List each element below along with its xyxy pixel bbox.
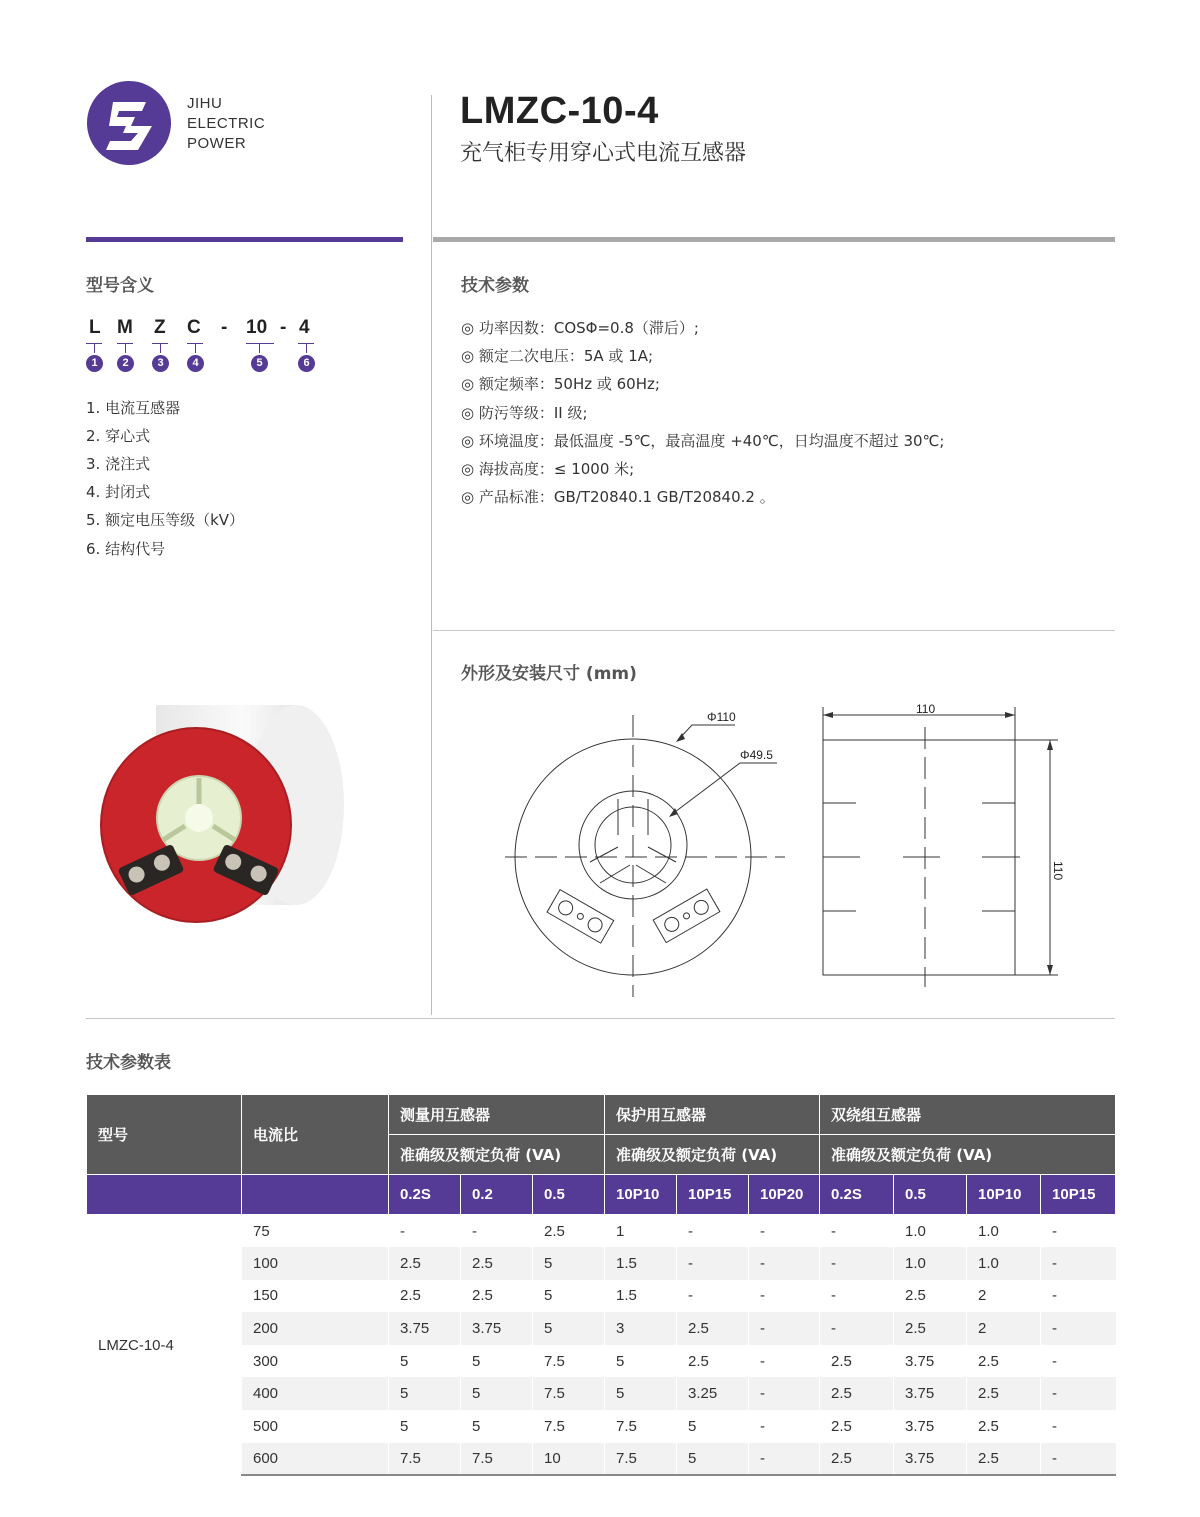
code-dash-2: - <box>280 317 287 338</box>
value-cell: 5 <box>533 1280 605 1313</box>
value-cell: - <box>1041 1345 1116 1378</box>
ratio-cell: 200 <box>242 1312 389 1345</box>
divider-table <box>86 1018 1115 1019</box>
code-num-2: 2 <box>117 355 134 372</box>
value-cell: 10 <box>533 1443 605 1476</box>
param-item: ◎ 产品标准：GB/T20840.1 GB/T20840.2 。 <box>461 488 775 506</box>
value-cell: 3 <box>605 1312 677 1345</box>
brand-line-3: POWER <box>187 135 247 152</box>
value-cell: 3.75 <box>894 1443 967 1476</box>
value-cell: 2 <box>967 1280 1041 1313</box>
value-cell: 5 <box>461 1345 533 1378</box>
value-cell: 2.5 <box>461 1247 533 1280</box>
value-cell: 2.5 <box>389 1247 461 1280</box>
value-cell: 3.25 <box>677 1377 749 1410</box>
value-cell: 1 <box>605 1215 677 1248</box>
class-header: 0.2S <box>820 1175 894 1215</box>
value-cell: - <box>1041 1377 1116 1410</box>
value-cell: 5 <box>389 1410 461 1443</box>
outer-diameter-label: Φ110 <box>707 710 736 724</box>
sub-header: 准确级及额定负荷 (VA) <box>820 1135 1116 1175</box>
meaning-item: 6. 结构代号 <box>86 540 166 558</box>
value-cell: 5 <box>533 1247 605 1280</box>
value-cell: 3.75 <box>894 1410 967 1443</box>
table-row <box>87 1312 1116 1345</box>
value-cell: 2.5 <box>894 1280 967 1313</box>
code-letter-6: 4 <box>299 317 310 338</box>
value-cell: 7.5 <box>605 1410 677 1443</box>
code-num-1: 1 <box>86 355 103 372</box>
class-header: 0.5 <box>894 1175 967 1215</box>
value-cell: - <box>749 1312 820 1345</box>
class-header: 0.5 <box>533 1175 605 1215</box>
ratio-cell: 100 <box>242 1247 389 1280</box>
param-item: ◎ 海拔高度：≤ 1000 米; <box>461 460 635 478</box>
table-body <box>87 1215 1116 1476</box>
value-cell: - <box>749 1345 820 1378</box>
value-cell: 2 <box>967 1312 1041 1345</box>
value-cell: - <box>1041 1247 1116 1280</box>
value-cell: 2.5 <box>677 1312 749 1345</box>
brand-line-2: ELECTRIC <box>187 115 266 132</box>
ratio-cell: 600 <box>242 1443 389 1476</box>
value-cell: 3.75 <box>894 1345 967 1378</box>
page-title: LMZC-10-4 <box>460 90 659 132</box>
code-dash-1: - <box>221 317 228 338</box>
value-cell: 5 <box>677 1410 749 1443</box>
value-cell: - <box>1041 1443 1116 1476</box>
param-item: ◎ 额定频率：50Hz 或 60Hz; <box>461 375 660 393</box>
value-cell: - <box>749 1377 820 1410</box>
value-cell: 2.5 <box>967 1410 1041 1443</box>
value-cell: 2.5 <box>820 1410 894 1443</box>
value-cell: - <box>677 1247 749 1280</box>
meaning-item: 5. 额定电压等级（kV） <box>86 511 245 529</box>
ratio-cell: 75 <box>242 1215 389 1248</box>
code-letter-3: Z <box>154 317 166 338</box>
divider-params <box>433 630 1115 631</box>
param-item: ◎ 功率因数：COSΦ=0.8（滞后）; <box>461 319 699 337</box>
spec-table <box>86 1094 1116 1476</box>
value-cell: - <box>749 1280 820 1313</box>
ratio-cell: 500 <box>242 1410 389 1443</box>
value-cell: 1.5 <box>605 1280 677 1313</box>
value-cell: - <box>1041 1215 1116 1248</box>
value-cell: 2.5 <box>533 1215 605 1248</box>
value-cell: - <box>749 1443 820 1476</box>
value-cell: 1.0 <box>967 1215 1041 1248</box>
page-subtitle: 充气柜专用穿心式电流互感器 <box>460 141 747 166</box>
value-cell: 2.5 <box>677 1345 749 1378</box>
class-header: 10P15 <box>1041 1175 1116 1215</box>
value-cell: 1.0 <box>894 1215 967 1248</box>
value-cell: - <box>749 1215 820 1248</box>
vertical-divider <box>431 95 432 1015</box>
param-item: ◎ 环境温度：最低温度 -5℃，最高温度 +40℃，日均温度不超过 30℃; <box>461 432 945 450</box>
value-cell: 2.5 <box>820 1345 894 1378</box>
tech-params-heading: 技术参数 <box>461 276 529 296</box>
sub-header: 准确级及额定负荷 (VA) <box>389 1135 605 1175</box>
inner-diameter-label: Φ49.5 <box>740 748 773 762</box>
value-cell: - <box>820 1312 894 1345</box>
product-photo <box>96 700 354 925</box>
value-cell: - <box>677 1280 749 1313</box>
value-cell: 5 <box>389 1345 461 1378</box>
value-cell: 5 <box>533 1312 605 1345</box>
value-cell: - <box>461 1215 533 1248</box>
table-row <box>87 1215 1116 1248</box>
value-cell: 5 <box>605 1345 677 1378</box>
ratio-cell: 150 <box>242 1280 389 1313</box>
dimension-drawing <box>440 695 1110 1005</box>
model-cell: LMZC-10-4 <box>87 1215 242 1476</box>
sub-header: 准确级及额定负荷 (VA) <box>605 1135 820 1175</box>
table-row <box>87 1345 1116 1378</box>
col-model-header: 型号 <box>87 1095 242 1175</box>
value-cell: 7.5 <box>461 1443 533 1476</box>
code-num-5: 5 <box>251 355 268 372</box>
table-row <box>87 1410 1116 1443</box>
value-cell: 2.5 <box>967 1443 1041 1476</box>
model-meaning-heading: 型号含义 <box>86 276 154 296</box>
meaning-item: 4. 封闭式 <box>86 483 151 501</box>
class-header: 10P10 <box>605 1175 677 1215</box>
code-letter-2: M <box>117 317 133 338</box>
meaning-item: 2. 穿心式 <box>86 427 151 445</box>
group-dual-winding: 双绕组互感器 <box>820 1095 1116 1135</box>
class-header: 10P20 <box>749 1175 820 1215</box>
value-cell: 5 <box>677 1443 749 1476</box>
dimensions-heading: 外形及安装尺寸 (mm) <box>461 664 637 684</box>
class-header: 10P15 <box>677 1175 749 1215</box>
value-cell: - <box>677 1215 749 1248</box>
table-row <box>87 1443 1116 1476</box>
value-cell: 5 <box>461 1410 533 1443</box>
code-letter-5: 10 <box>246 317 268 338</box>
purple-bar <box>86 237 403 242</box>
value-cell: - <box>1041 1312 1116 1345</box>
value-cell: 3.75 <box>389 1312 461 1345</box>
value-cell: 7.5 <box>389 1443 461 1476</box>
value-cell: - <box>1041 1410 1116 1443</box>
height-label: 110 <box>1051 861 1065 881</box>
group-measurement: 测量用互感器 <box>389 1095 605 1135</box>
code-letter-4: C <box>187 317 201 338</box>
value-cell: 7.5 <box>533 1410 605 1443</box>
meaning-item: 1. 电流互感器 <box>86 399 181 417</box>
class-header: 0.2 <box>461 1175 533 1215</box>
class-header: 10P10 <box>967 1175 1041 1215</box>
value-cell: 7.5 <box>533 1345 605 1378</box>
value-cell: 7.5 <box>605 1443 677 1476</box>
value-cell: - <box>389 1215 461 1248</box>
value-cell: 2.5 <box>820 1443 894 1476</box>
value-cell: 3.75 <box>461 1312 533 1345</box>
param-item: ◎ 防污等级：II 级; <box>461 404 588 422</box>
param-item: ◎ 额定二次电压：5A 或 1A; <box>461 347 654 365</box>
company-logo <box>86 80 172 166</box>
value-cell: 2.5 <box>461 1280 533 1313</box>
value-cell: 3.75 <box>894 1377 967 1410</box>
ratio-cell: 400 <box>242 1377 389 1410</box>
value-cell: 2.5 <box>389 1280 461 1313</box>
table-row <box>87 1247 1116 1280</box>
value-cell: 7.5 <box>533 1377 605 1410</box>
value-cell: - <box>820 1215 894 1248</box>
value-cell: - <box>1041 1280 1116 1313</box>
value-cell: 2.5 <box>894 1312 967 1345</box>
code-num-4: 4 <box>187 355 204 372</box>
value-cell: 5 <box>389 1377 461 1410</box>
class-header: 0.2S <box>389 1175 461 1215</box>
value-cell: 5 <box>605 1377 677 1410</box>
code-letter-1: L <box>89 317 101 338</box>
value-cell: 5 <box>461 1377 533 1410</box>
class-header-blank <box>242 1175 389 1215</box>
value-cell: - <box>749 1410 820 1443</box>
value-cell: 1.0 <box>967 1247 1041 1280</box>
brand-line-1: JIHU <box>187 95 223 112</box>
code-num-3: 3 <box>152 355 169 372</box>
gray-bar <box>433 237 1115 242</box>
value-cell: - <box>820 1247 894 1280</box>
value-cell: 1.0 <box>894 1247 967 1280</box>
ratio-cell: 300 <box>242 1345 389 1378</box>
group-protection: 保护用互感器 <box>605 1095 820 1135</box>
meaning-item: 3. 浇注式 <box>86 455 151 473</box>
width-label: 110 <box>916 702 936 716</box>
value-cell: 1.5 <box>605 1247 677 1280</box>
value-cell: - <box>820 1280 894 1313</box>
value-cell: 2.5 <box>967 1345 1041 1378</box>
table-row <box>87 1377 1116 1410</box>
code-num-6: 6 <box>298 355 315 372</box>
table-heading: 技术参数表 <box>86 1053 171 1073</box>
class-header-blank <box>87 1175 242 1215</box>
value-cell: 2.5 <box>967 1377 1041 1410</box>
value-cell: - <box>749 1247 820 1280</box>
value-cell: 2.5 <box>820 1377 894 1410</box>
table-row <box>87 1280 1116 1313</box>
col-ratio-header: 电流比 <box>242 1095 389 1175</box>
